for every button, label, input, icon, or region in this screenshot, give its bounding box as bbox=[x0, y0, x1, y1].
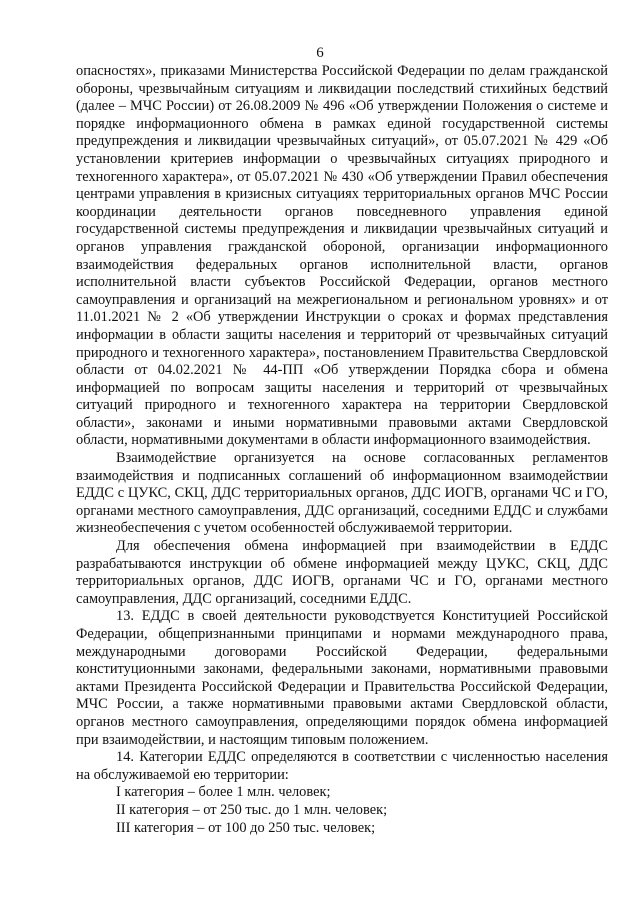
document-body bbox=[76, 63, 608, 837]
list-item-category-1: I категория – более 1 млн. человек; bbox=[116, 784, 331, 801]
page-number: 6 bbox=[316, 45, 324, 61]
paragraph-interaction-organization: Взаимодействие организуется на основе согласованных регламентов взаимодействия и подписанных соглашений об информационном взаимодействии ЕДДС с ЦУКС, СКЦ, ДДС территориальных органов, ДДС ИОГВ, органами ЧС и ГО, органами местного самоуправления, ДДС организаций, соседними ЕДДС и службами жизнеобеспечения с учетом особенностей обслуживаемой территории. bbox=[76, 450, 608, 537]
paragraph-legal-references: опасностях», приказами Министерства Российской Федерации по делам гражданской обороны, чрезвычайным ситуациям и ликвидации последствий стихийных бедствий (далее – МЧС России) от 26.08.2009 № 496 «Об утверждении Положения о системе и порядке информационного обмена в рамках единой государственной системы предупреждения и ликвидации чрезвычайных ситуаций», от 05.07.2021 № 429 «Об установлении критериев информации о чрезвычайных ситуациях природного и техногенного характера», от 05.07.2021 № 430 «Об утверждении Правил обеспечения центрами управления в кризисных ситуациях территориальных органов МЧС России координации деятельности органов повседневного управления единой государственной системы предупреждения и ликвидации чрезвычайных ситуаций и органов управления гражданской обороной, организации информационного взаимодействия федеральных органов исполнительной власти, органов исполнительной власти субъектов Российской Федерации, органов местного самоуправления и организаций на межрегиональном и региональном уровнях» и от 11.01.2021 № 2 «Об утверждении Инструкции о сроках и формах представления информации в области защиты населения и территорий от чрезвычайных ситуаций природного и техногенного характера», постановлением Правительства Свердловской области от 04.02.2021 № 44-ПП «Об утверждении Порядка сбора и обмена информацией по вопросам защиты населения и территорий от чрезвычайных ситуаций природного и техногенного характера на территории Свердловской области», законами и иными нормативными правовыми актами Свердловской области, нормативными документами в области информационного взаимодействия. bbox=[76, 63, 608, 449]
paragraph-13-guiding-acts: 13. ЕДДС в своей деятельности руководствуется Конституцией Российской Федерации, общепризнанными принципами и нормами международного права, международными договорами Российской Федерации, федеральными конституционными законами, федеральными законами, нормативными правовыми актами Президента Российской Федерации и Правительства Российской Федерации, МЧС России, а также нормативными правовыми актами Свердловской области, органов местного самоуправления, определяющими порядок обмена информацией при взаимодействии, и настоящим типовым положением. bbox=[76, 608, 608, 748]
list-item-category-3: III категория – от 100 до 250 тыс. человек; bbox=[116, 819, 376, 836]
paragraph-14-categories: 14. Категории ЕДДС определяются в соответствии с численностью населения на обслуживаемой ею территории: bbox=[76, 749, 608, 783]
paragraph-information-exchange: Для обеспечения обмена информацией при взаимодействии в ЕДДС разрабатываются инструкции об обмене информацией между ЦУКС, СКЦ, ДДС территориальных органов, ДДС ИОГВ, органами ЧС и ГО, органами местного самоуправления, ДДС организаций, соседними ЕДДС. bbox=[76, 538, 608, 607]
list-item-category-2: II категория – от 250 тыс. до 1 млн. человек; bbox=[116, 801, 388, 818]
